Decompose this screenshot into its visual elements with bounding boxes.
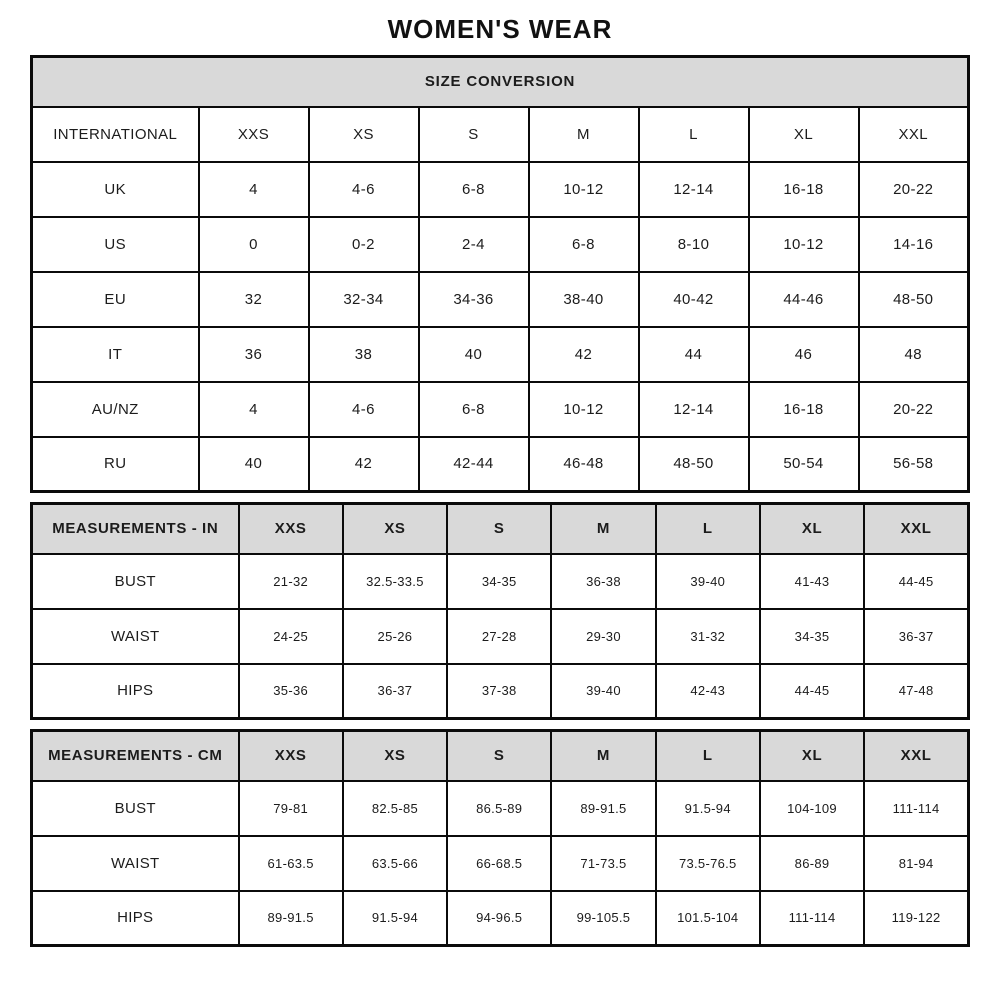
value-cell: 48: [859, 327, 969, 382]
value-cell: 91.5-94: [343, 891, 447, 946]
value-cell: 101.5-104: [656, 891, 760, 946]
value-cell: 24-25: [239, 609, 343, 664]
value-cell: 12-14: [639, 162, 749, 217]
size-conversion-table-body: [32, 57, 969, 492]
value-cell: 42: [529, 327, 639, 382]
header-label-cell: MEASUREMENTS - CM: [32, 731, 239, 781]
table-row: [32, 836, 969, 891]
table-header-row: [32, 731, 969, 781]
value-cell: 38: [309, 327, 419, 382]
measurements-in-table-body: [32, 504, 969, 719]
table-row: [32, 217, 969, 272]
column-header-cell: S: [447, 504, 551, 554]
row-label-cell: BUST: [32, 554, 239, 609]
table-row: [32, 609, 969, 664]
value-cell: 4-6: [309, 382, 419, 437]
value-cell: 50-54: [749, 437, 859, 492]
header-label-cell: MEASUREMENTS - IN: [32, 504, 239, 554]
value-cell: 16-18: [749, 382, 859, 437]
value-cell: 40: [419, 327, 529, 382]
value-cell: 44-45: [760, 664, 864, 719]
value-cell: 34-35: [760, 609, 864, 664]
page-title: WOMEN'S WEAR: [387, 14, 613, 44]
value-cell: 89-91.5: [239, 891, 343, 946]
value-cell: 48-50: [859, 272, 969, 327]
value-cell: 4-6: [309, 162, 419, 217]
row-label-cell: RU: [32, 437, 199, 492]
table-header-row: [32, 504, 969, 554]
row-label-cell: WAIST: [32, 836, 239, 891]
value-cell: 41-43: [760, 554, 864, 609]
table-row: [32, 382, 969, 437]
table-row: [32, 162, 969, 217]
header-label-cell: INTERNATIONAL: [32, 107, 199, 162]
value-cell: 42: [309, 437, 419, 492]
value-cell: 119-122: [864, 891, 968, 946]
value-cell: 25-26: [343, 609, 447, 664]
value-cell: 32: [199, 272, 309, 327]
value-cell: 40: [199, 437, 309, 492]
column-header-cell: XXS: [199, 107, 309, 162]
value-cell: 36-37: [864, 609, 968, 664]
value-cell: 86-89: [760, 836, 864, 891]
table-header-row: [32, 107, 969, 162]
value-cell: 73.5-76.5: [656, 836, 760, 891]
column-header-cell: XXS: [239, 731, 343, 781]
column-header-cell: S: [419, 107, 529, 162]
column-header-cell: XXL: [859, 107, 969, 162]
value-cell: 38-40: [529, 272, 639, 327]
column-header-cell: L: [656, 731, 760, 781]
value-cell: 44-45: [864, 554, 968, 609]
value-cell: 47-48: [864, 664, 968, 719]
value-cell: 86.5-89: [447, 781, 551, 836]
column-header-cell: XS: [343, 731, 447, 781]
column-header-cell: S: [447, 731, 551, 781]
value-cell: 79-81: [239, 781, 343, 836]
column-header-cell: XL: [760, 731, 864, 781]
value-cell: 39-40: [656, 554, 760, 609]
column-header-cell: L: [656, 504, 760, 554]
value-cell: 20-22: [859, 382, 969, 437]
value-cell: 99-105.5: [551, 891, 655, 946]
value-cell: 8-10: [639, 217, 749, 272]
value-cell: 111-114: [864, 781, 968, 836]
value-cell: 6-8: [419, 382, 529, 437]
value-cell: 40-42: [639, 272, 749, 327]
value-cell: 36: [199, 327, 309, 382]
column-header-cell: M: [551, 504, 655, 554]
value-cell: 82.5-85: [343, 781, 447, 836]
value-cell: 2-4: [419, 217, 529, 272]
table-banner-row: [32, 57, 969, 107]
value-cell: 10-12: [529, 162, 639, 217]
measurements-cm-table: [30, 729, 970, 947]
row-label-cell: EU: [32, 272, 199, 327]
value-cell: 61-63.5: [239, 836, 343, 891]
value-cell: 46-48: [529, 437, 639, 492]
value-cell: 42-44: [419, 437, 529, 492]
value-cell: 35-36: [239, 664, 343, 719]
value-cell: 56-58: [859, 437, 969, 492]
table-row: [32, 327, 969, 382]
value-cell: 29-30: [551, 609, 655, 664]
row-label-cell: HIPS: [32, 891, 239, 946]
value-cell: 48-50: [639, 437, 749, 492]
value-cell: 42-43: [656, 664, 760, 719]
table-row: [32, 554, 969, 609]
value-cell: 10-12: [749, 217, 859, 272]
value-cell: 104-109: [760, 781, 864, 836]
table-row: [32, 272, 969, 327]
column-header-cell: XL: [760, 504, 864, 554]
measurements-in-table: [30, 502, 970, 720]
value-cell: 12-14: [639, 382, 749, 437]
value-cell: 46: [749, 327, 859, 382]
value-cell: 6-8: [419, 162, 529, 217]
column-header-cell: L: [639, 107, 749, 162]
value-cell: 27-28: [447, 609, 551, 664]
value-cell: 10-12: [529, 382, 639, 437]
row-label-cell: HIPS: [32, 664, 239, 719]
value-cell: 44-46: [749, 272, 859, 327]
table-row: [32, 437, 969, 492]
column-header-cell: XXL: [864, 504, 968, 554]
value-cell: 36-38: [551, 554, 655, 609]
column-header-cell: XS: [343, 504, 447, 554]
row-label-cell: US: [32, 217, 199, 272]
value-cell: 36-37: [343, 664, 447, 719]
value-cell: 44: [639, 327, 749, 382]
size-conversion-table: [30, 55, 970, 493]
value-cell: 63.5-66: [343, 836, 447, 891]
value-cell: 37-38: [447, 664, 551, 719]
value-cell: 81-94: [864, 836, 968, 891]
column-header-cell: M: [529, 107, 639, 162]
value-cell: 0-2: [309, 217, 419, 272]
row-label-cell: BUST: [32, 781, 239, 836]
value-cell: 111-114: [760, 891, 864, 946]
value-cell: 89-91.5: [551, 781, 655, 836]
table-row: [32, 891, 969, 946]
column-header-cell: XS: [309, 107, 419, 162]
row-label-cell: AU/NZ: [32, 382, 199, 437]
value-cell: 6-8: [529, 217, 639, 272]
value-cell: 14-16: [859, 217, 969, 272]
column-header-cell: XXL: [864, 731, 968, 781]
value-cell: 91.5-94: [656, 781, 760, 836]
value-cell: 31-32: [656, 609, 760, 664]
row-label-cell: IT: [32, 327, 199, 382]
table-row: [32, 664, 969, 719]
value-cell: 94-96.5: [447, 891, 551, 946]
measurements-cm-table-body: [32, 731, 969, 946]
value-cell: 32.5-33.5: [343, 554, 447, 609]
column-header-cell: XL: [749, 107, 859, 162]
table-row: [32, 781, 969, 836]
row-label-cell: WAIST: [32, 609, 239, 664]
value-cell: 39-40: [551, 664, 655, 719]
row-label-cell: UK: [32, 162, 199, 217]
table-banner: SIZE CONVERSION: [32, 57, 969, 107]
value-cell: 66-68.5: [447, 836, 551, 891]
column-header-cell: XXS: [239, 504, 343, 554]
value-cell: 71-73.5: [551, 836, 655, 891]
value-cell: 20-22: [859, 162, 969, 217]
value-cell: 4: [199, 382, 309, 437]
value-cell: 34-35: [447, 554, 551, 609]
column-header-cell: M: [551, 731, 655, 781]
value-cell: 4: [199, 162, 309, 217]
value-cell: 32-34: [309, 272, 419, 327]
value-cell: 0: [199, 217, 309, 272]
value-cell: 34-36: [419, 272, 529, 327]
value-cell: 21-32: [239, 554, 343, 609]
value-cell: 16-18: [749, 162, 859, 217]
